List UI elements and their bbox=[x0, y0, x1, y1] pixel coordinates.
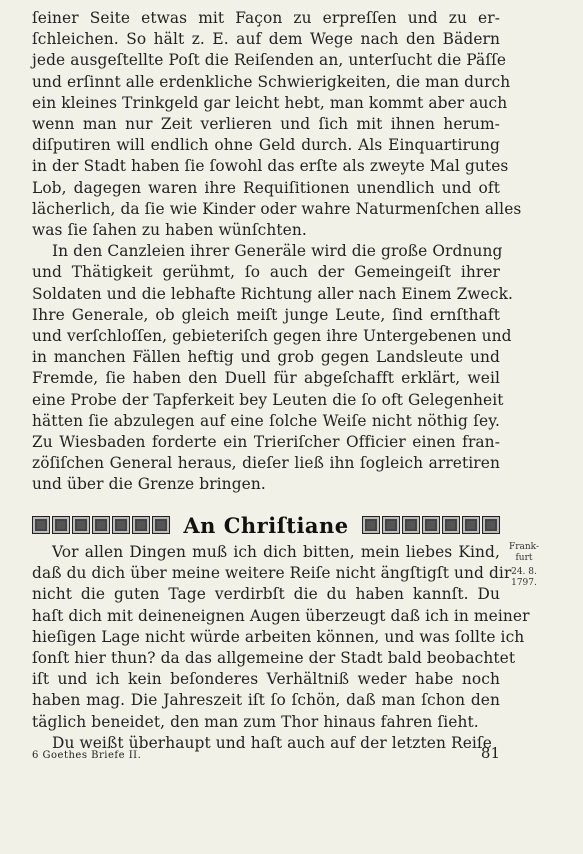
margin-note-place: Frank-furt bbox=[508, 542, 540, 563]
paragraph1-line: wenn man nur Zeit verlieren und ſich mit ihnen herum- bbox=[32, 115, 500, 134]
ornament-right bbox=[362, 516, 500, 534]
paragraph1-line: ſchleichen. So hält z. E. auf dem Wege nach den Bädern bbox=[32, 30, 500, 49]
paragraph1-line: diſputiren will endlich ohne Geld durch. Als Einquartirung bbox=[32, 136, 500, 155]
paragraph2-line: In den Canzleien ihrer Generäle wird die große Ordnung bbox=[52, 242, 503, 261]
letter-paragraph1-line: täglich beneidet, den man zum Thor hinaus fahren ſieht. bbox=[32, 712, 479, 731]
ornament-left bbox=[32, 516, 170, 534]
paragraph-top bbox=[32, 8, 522, 496]
letter-paragraph1-line: hieſigen Lage nicht würde arbeiten können, und was ſollte ich bbox=[32, 627, 525, 646]
letter-heading bbox=[32, 512, 500, 538]
paragraph2-line: Fremde, ſie haben den Duell für abgeſchafft erklärt, weil bbox=[32, 369, 500, 388]
letter-paragraph1-line: daß du dich über meine weitere Reiſe nicht ängſtigſt und dir bbox=[32, 564, 512, 583]
footer-signature: 6 Goethes Briefe II. bbox=[32, 750, 142, 761]
page-number: 81 bbox=[480, 744, 500, 762]
heading-title: An Chriſtiane bbox=[183, 512, 349, 538]
page-footer bbox=[32, 744, 500, 762]
paragraph2-line: und über die Grenze bringen. bbox=[32, 475, 266, 494]
letter-paragraph1-line: nicht die guten Tage verdirbſt die du haben kannſt. Du bbox=[32, 585, 500, 604]
letter-paragraph1-line: Vor allen Dingen muß ich dich bitten, mein liebes Kind, bbox=[52, 543, 500, 561]
paragraph2-line: zöſiſchen General heraus, dieſer ließ ihn ſogleich arretiren bbox=[32, 454, 500, 473]
paragraph1-line: ein kleines Trinkgeld gar leicht hebt, man kommt aber auch bbox=[32, 93, 508, 112]
paragraph1-line: Lob, dagegen waren ihre Requiſitionen unendlich und oft bbox=[32, 178, 500, 197]
paragraph2-line: und Thätigkeit gerühmt, ſo auch der Gemeingeiſt ihrer bbox=[32, 263, 500, 282]
letter-paragraph1-line: haben mag. Die Jahreszeit iſt ſo ſchön, daß man ſchon den bbox=[32, 691, 500, 710]
paragraph2-line: Ihre Generale, ob gleich meiſt junge Leute, ſind ernſthaft bbox=[32, 305, 500, 324]
paragraph2-line: Zu Wiesbaden forderte ein Trieriſcher Officier einen fran- bbox=[32, 433, 500, 452]
paragraph2-line: Soldaten und die lebhafte Richtung aller nach Einem Zweck. bbox=[32, 284, 514, 303]
paragraph2-line: und verſchloſſen, gebieteriſch gegen ihre Untergebenen und bbox=[32, 327, 512, 346]
letter-paragraph1-line: haſt dich mit deineneignen Augen überzeugt daß ich in meiner bbox=[32, 606, 530, 625]
letter-paragraph2-line: Du weißt überhaupt und haſt auch auf der letzten Reiſe bbox=[52, 733, 492, 752]
paragraph1-line: und erſinnt alle erdenkliche Schwierigkeiten, die man durch bbox=[32, 72, 511, 91]
paragraph1-line: was ſie ſahen zu haben wünſchten. bbox=[32, 221, 307, 240]
paragraph1-line: ſeiner Seite etwas mit Façon zu erpreſſen und zu er- bbox=[32, 9, 500, 27]
paragraph1-line: lächerlich, da ſie wie Kinder oder wahre Naturmenſchen alles bbox=[32, 199, 522, 218]
margin-note bbox=[502, 542, 546, 589]
paragraph2-line: eine Probe der Tapferkeit bey Leuten die ſo oft Gelegenheit bbox=[32, 390, 504, 409]
margin-note-date: 24. 8. 1797. bbox=[511, 567, 537, 588]
paragraph1-line: in der Stadt haben ſie ſowohl das erſte als zweyte Mal gutes bbox=[32, 157, 509, 176]
letter-paragraph1-line: ſonſt hier thun? da das allgemeine der Stadt bald beobachtet bbox=[32, 649, 516, 668]
paragraph1-line: jede ausgeſtellte Poſt die Reiſenden an, unterſucht die Päſſe bbox=[32, 51, 507, 70]
paragraph2-line: in manchen Fällen heftig und grob gegen Landsleute und bbox=[32, 348, 500, 367]
paragraph2-line: hätten ſie abzulegen auf eine ſolche Weiſe nicht nöthig ſey. bbox=[32, 411, 500, 430]
letter-paragraph1-line: iſt und ich kein beſonderes Verhältniß weder habe noch bbox=[32, 670, 500, 689]
